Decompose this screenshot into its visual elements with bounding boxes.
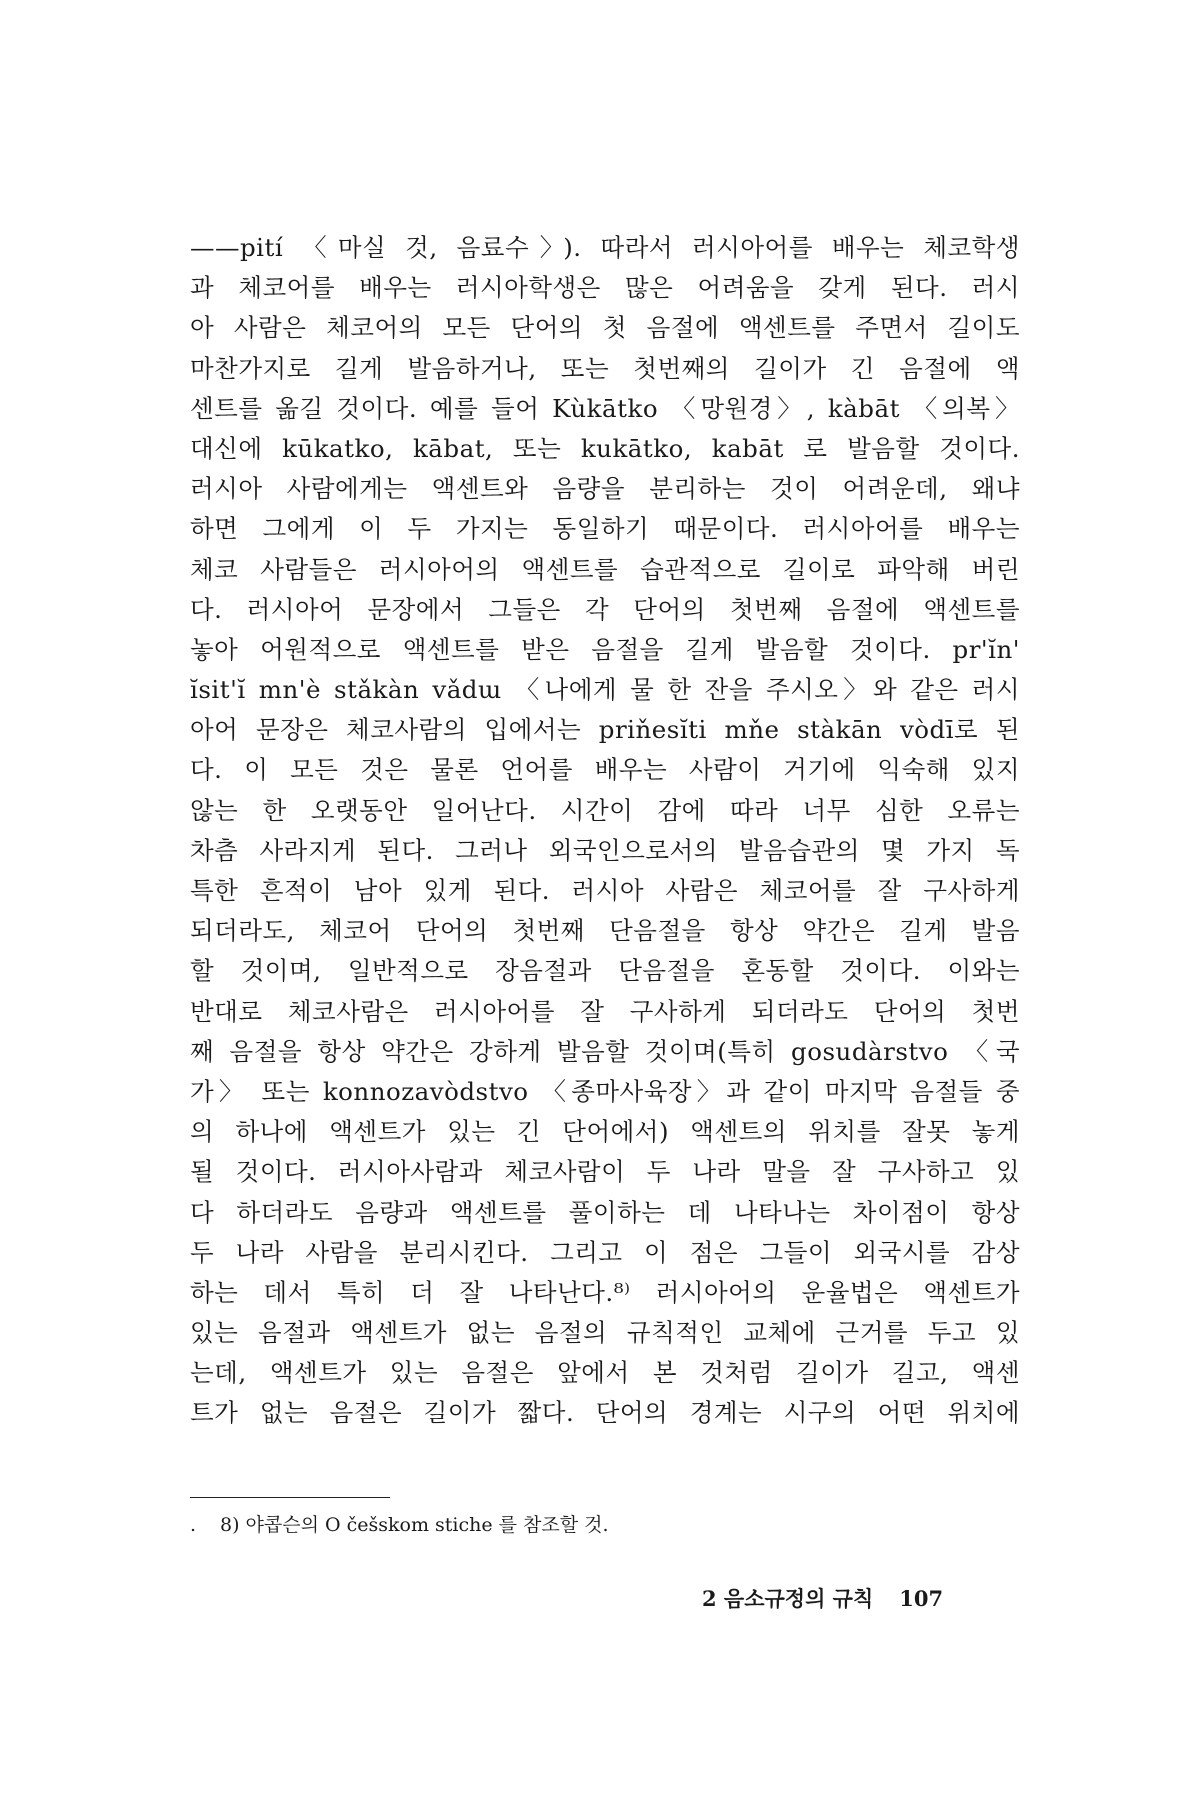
section-title: 2 음소규정의 규칙	[702, 1586, 874, 1611]
footnote-text: 8) 야콥슨의 O češskom stiche 를 참조할 것.	[220, 1514, 609, 1536]
text-line: 러시아 사람에게는 액센트와 음량을 분리하는 것이 어려운데, 왜냐	[190, 474, 1020, 504]
body-text	[190, 228, 1020, 1434]
text-line: 있는 음절과 액센트가 없는 음절의 규칙적인 교체에 근거를 두고 있	[190, 1318, 1020, 1348]
text-line: 차츰 사라지게 된다. 그러나 외국인으로서의 발음습관의 몇 가지 독	[190, 835, 1020, 865]
running-footer	[702, 1585, 943, 1613]
text-line: 다. 이 모든 것은 물론 언어를 배우는 사람이 거기에 익숙해 있지	[190, 755, 1020, 785]
text-line: 할 것이며, 일반적으로 장음절과 단음절을 혼동할 것이다. 이와는	[190, 956, 1020, 986]
text-line: 다 하더라도 음량과 액센트를 풀이하는 데 나타나는 차이점이 항상	[190, 1197, 1020, 1227]
text-line: 과 체코어를 배우는 러시아학생은 많은 어려움을 갖게 된다. 러시	[190, 273, 1020, 303]
text-line: 는데, 액센트가 있는 음절은 앞에서 본 것처럼 길이가 길고, 액센	[190, 1358, 1020, 1388]
text-line: 두 나라 사람을 분리시킨다. 그리고 이 점은 그들이 외국시를 감상	[190, 1237, 1020, 1267]
text-line: ——pití 〈마실 것, 음료수〉). 따라서 러시아어를 배우는 체코학생	[190, 233, 1020, 262]
text-line: 대신에 kūkatko, kābat, 또는 kukātko, kabāt 로 발음할 것이다.	[190, 433, 1020, 463]
text-line: 않는 한 오랫동안 일어난다. 시간이 감에 따라 너무 심한 오류는	[190, 795, 1020, 825]
text-line: 마찬가지로 길게 발음하거나, 또는 첫번째의 길이가 긴 음절에 액	[190, 353, 1020, 383]
footnote-rule	[190, 1497, 390, 1498]
text-line: 반대로 체코사람은 러시아어를 잘 구사하게 되더라도 단어의 첫번	[190, 996, 1020, 1026]
text-line: 트가 없는 음절은 길이가 짧다. 단어의 경계는 시구의 어떤 위치에	[190, 1398, 1020, 1428]
text-line: 하는 데서 특히 더 잘 나타난다.⁸⁾ 러시아어의 운율법은 액센트가	[190, 1277, 1020, 1307]
text-line: 놓아 어원적으로 액센트를 받은 음절을 길게 발음할 것이다. pr'ĭn'	[190, 634, 1020, 664]
page-number: 107	[899, 1586, 944, 1611]
text-line: 의 하나에 액센트가 있는 긴 단어에서) 액센트의 위치를 잘못 놓게	[190, 1117, 1020, 1147]
text-line: 하면 그에게 이 두 가지는 동일하기 때문이다. 러시아어를 배우는	[190, 514, 1020, 544]
text-line: 특한 흔적이 남아 있게 된다. 러시아 사람은 체코어를 잘 구사하게	[190, 876, 1020, 905]
text-line: ĭsit'ĭ mn'è stǎkàn vǎdɯ 〈나에게 물 한 잔을 주시오〉와 같은 러시	[190, 675, 1020, 705]
text-line: 아 사람은 체코어의 모든 단어의 첫 음절에 액센트를 주면서 길이도	[190, 313, 1020, 343]
text-line: 센트를 옮길 것이다. 예를 들어 Kùkātko 〈망원경〉, kàbāt 〈의복〉	[190, 393, 1020, 423]
text-line: 아어 문장은 체코사람의 입에서는 priňesĭti mňe stàkān vòdī로 된	[190, 715, 1020, 745]
footnote	[190, 1512, 609, 1538]
text-line: 체코 사람들은 러시아어의 액센트를 습관적으로 길이로 파악해 버린	[190, 554, 1020, 584]
text-line: 째 음절을 항상 약간은 강하게 발음할 것이며(특히 gosudàrstvo 〈국	[190, 1036, 1020, 1066]
text-line: 될 것이다. 러시아사람과 체코사람이 두 나라 말을 잘 구사하고 있	[190, 1157, 1020, 1187]
text-line: 다. 러시아어 문장에서 그들은 각 단어의 첫번째 음절에 액센트를	[190, 594, 1020, 624]
text-line: 되더라도, 체코어 단어의 첫번째 단음절을 항상 약간은 길게 발음	[190, 916, 1020, 946]
footnote-marker: .	[190, 1514, 197, 1536]
text-line: 가〉 또는 konnozavòdstvo 〈종마사육장〉과 같이 마지막 음절들 중	[190, 1076, 1020, 1106]
